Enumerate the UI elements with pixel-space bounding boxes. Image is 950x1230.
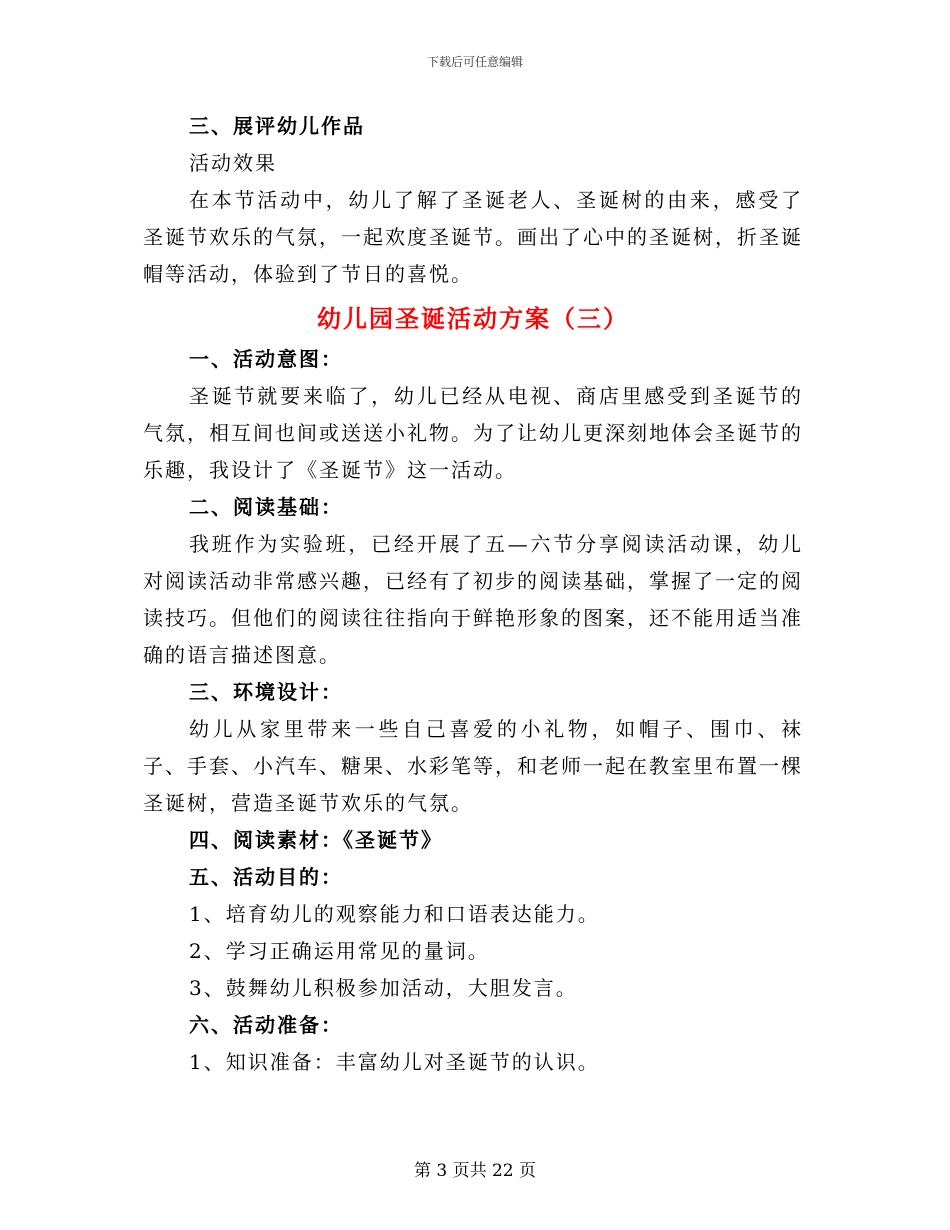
header-note: 下载后可任意编辑	[426, 55, 523, 69]
effect-paragraph: 在本节活动中，幼儿了解了圣诞老人、圣诞树的由来，感受了圣诞节欢乐的气氛，一起欢度圣诞节。画出了心中的圣诞树，折圣诞帽等活动，体验到了节日的喜悦。	[143, 188, 803, 286]
section-heading-showcase: 三、展评幼儿作品	[189, 114, 365, 138]
section-heading-material: 四、阅读素材：《圣诞节》	[189, 828, 443, 852]
goal-item: 1、培育幼儿的观察能力和口语表达能力。	[189, 902, 600, 926]
reading-basis-paragraph: 我班作为实验班，已经开展了五—六节分享阅读活动课，幼儿对阅读活动非常感兴趣，已经有了初步的阅读基础，掌握了一定的阅读技巧。但他们的阅读往往指向于鲜艳形象的图案，还不能用适当准确的语言描述图意。	[143, 532, 803, 667]
effect-label: 活动效果	[189, 151, 277, 175]
environment-paragraph: 幼儿从家里带来一些自己喜爱的小礼物，如帽子、围巾、袜子、手套、小汽车、糖果、水彩笔等，和老师一起在教室里布置一棵圣诞树，营造圣诞节欢乐的气氛。	[143, 717, 803, 815]
page-footer: 第 3 页共 22 页	[413, 1161, 537, 1181]
section-heading-reading-basis: 二、阅读基础：	[189, 495, 343, 519]
goal-item: 3、鼓舞幼儿积极参加活动，大胆发言。	[189, 976, 578, 1000]
section-heading-goals: 五、活动目的：	[189, 865, 343, 889]
page-content	[143, 108, 803, 1081]
plan-title: 幼儿园圣诞活动方案（三）	[317, 304, 629, 333]
goal-item: 2、学习正确运用常见的量词。	[189, 939, 490, 963]
intent-paragraph: 圣诞节就要来临了，幼儿已经从电视、商店里感受到圣诞节的气氛，相互间也间或送送小礼物。为了让幼儿更深刻地体会圣诞节的乐趣，我设计了《圣诞节》这一活动。	[143, 384, 803, 482]
section-heading-environment: 三、环境设计：	[189, 680, 343, 704]
section-heading-intent: 一、活动意图：	[189, 347, 343, 371]
prep-item: 1、知识准备：丰富幼儿对圣诞节的认识。	[189, 1050, 600, 1074]
section-heading-preparation: 六、活动准备：	[189, 1013, 343, 1037]
